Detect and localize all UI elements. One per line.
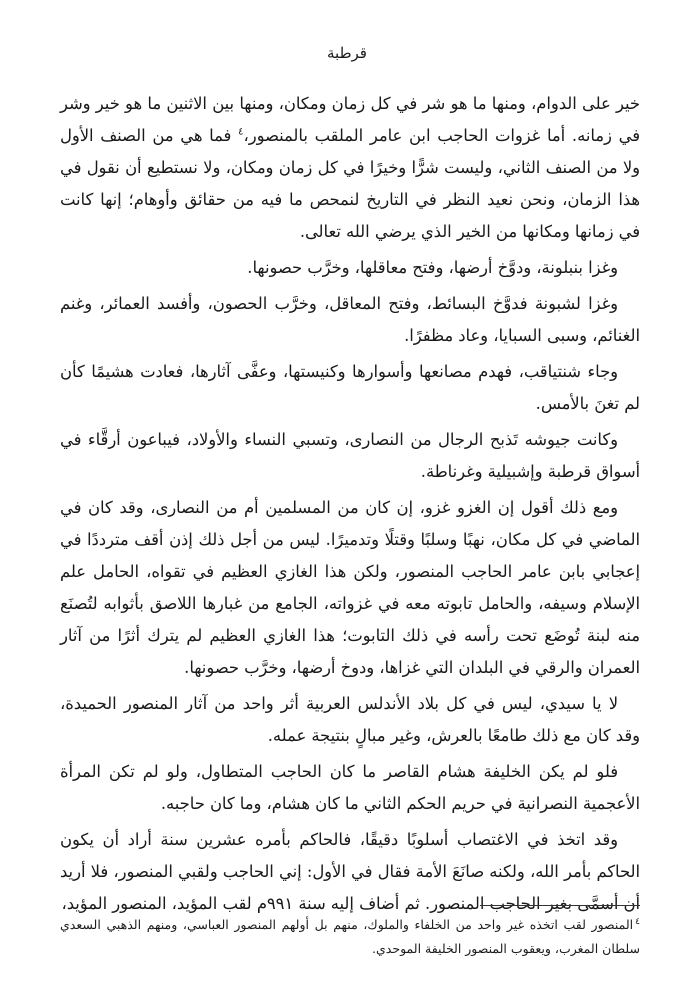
footnote (60, 913, 640, 961)
paragraph-7: لا يا سيدي، ليس في كل بلاد الأندلس العربية أثر واحد من آثار المنصور الحميدة، وقد كان مع ذلك طامعًا بالعرش، وغير مبالٍ بنتيجة عمله. (60, 694, 640, 745)
footnote-text: المنصور لقب اتخذه غير واحد من الخلفاء والملوك، منهم بل أولهم المنصور العباسي، ومنهم الذهبي السعدي سلطان المغرب، ويعقوب المنصور الخليفة الموحدي. (60, 917, 640, 956)
paragraph-5: وكانت جيوشه تَذبح الرجال من النصارى، وتسبي النساء والأولاد، فيباعون أرقَّاء في أسواق قرطبة وإشبيلية وغرناطة. (60, 430, 640, 481)
paragraph-1-part-1: خير على الدوام، ومنها ما هو شر في كل زمان ومكان، ومنها بين الاثنين ما هو خير وشر في زمانه. أما غزوات الحاجب ابن عامر الملقب بالمنصور، (60, 94, 640, 145)
paragraph-2: وغزا بنبلونة، ودوَّخ أرضها، وفتح معاقلها، وخرَّب حصونها. (247, 258, 618, 277)
footnote-divider (480, 905, 640, 906)
footnote-reference[interactable]: ٤ (238, 126, 244, 138)
paragraph-9: وقد اتخذ في الاغتصاب أسلوبًا دقيقًا، فالحاكم بأمره عشرين سنة أراد أن يكون الحاكم بأمر الله، ولكنه صانَعَ الأمة فقال في الأول: إني الحاجب ولقبي المنصور، فلا أريد أن أسمَّى بغير الحاجب المنصور. ثم أضاف إليه سنة ٩٩١م لقب المؤيد، المنصور المؤيد، (60, 830, 640, 913)
paragraph-3: وغزا لشبونة فدوَّخ البسائط، وفتح المعاقل، وخرَّب الحصون، وأفسد العمائر، وغنم الغنائم، وسبى السبايا، وعاد مظفرًا. (60, 294, 640, 345)
running-header: قرطبة (327, 44, 367, 62)
paragraph-4: وجاء شنتياقب، فهدم مصانعها وأسوارها وكنيستها، وعفَّى آثارها، فعادت هشيمًا كأن لم تغنَ بالأمس. (60, 362, 640, 413)
paragraph-6: ومع ذلك أقول إن الغزو غزو، إن كان من المسلمين أم من النصارى، وقد كان في الماضي في كل مكان، نهبًا وسلبًا وقتلًا وتدميرًا. ليس من أجل ذلك إذن أقف مترددًا في إعجابي بابن عامر الحاجب المنصور، ولكن هذا الغازي العظيم في تقواه، الحامل علم الإسلام وسيفه، والحامل تابوته معه في غزواته، الجامع من غبارها اللاصق بأثوابه لتُصنَع منه لبنة تُوضَع تحت رأسه في ذلك التابوت؛ هذا الغازي العظيم لم يترك أثرًا من آثار العمران والرقي في البلدان التي غزاها، ودوخ أرضها، وخرَّب حصونها. (60, 498, 640, 677)
paragraph-1-part-2: فما هي من الصنف الأول ولا من الصنف الثاني، وليست شرًّا وخيرًا في كل زمان ومكان، ولا نستطيع أن نقول في هذا الزمان، ونحن نعيد النظر في التاريخ لنمحص ما فيه من حقائق وأوهام؛ إنها كانت في زمانها ومكانها من الخير الذي يرضي الله تعالى. (60, 126, 640, 241)
footnote-marker: ٤ (635, 916, 640, 927)
body-text (60, 88, 640, 924)
paragraph-8: فلو لم يكن الخليفة هشام القاصر ما كان الحاجب المتطاول، ولو لم تكن المرأة الأعجمية النصرانية في حريم الحكم الثاني ما كان هشام، وما كان حاجبه. (60, 762, 640, 813)
paragraph-1 (60, 88, 640, 248)
